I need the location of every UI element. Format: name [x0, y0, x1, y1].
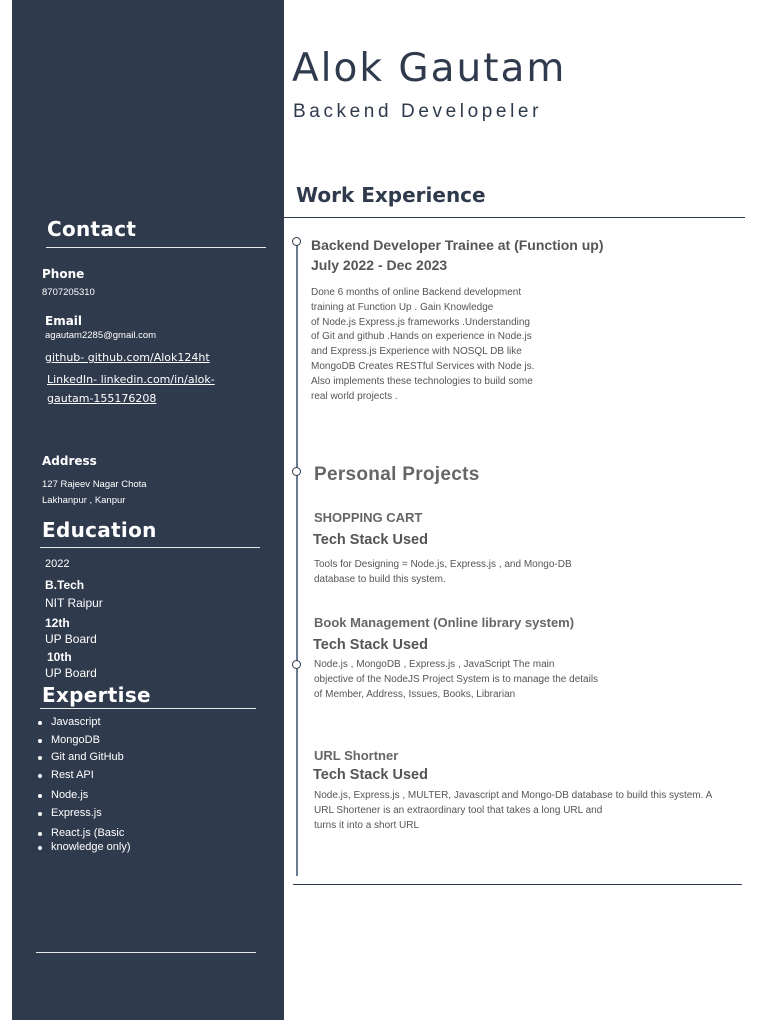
timeline-dot — [292, 237, 301, 246]
project-description-line: turns it into a short URL — [314, 819, 420, 831]
expertise-item: Javascript — [34, 716, 131, 730]
candidate-name: Alok Gautam — [292, 46, 567, 91]
project-description-line: Node.js, Express.js , MULTER, Javascript and Mongo-DB database to build this system. A — [314, 790, 713, 801]
work-experience-divider — [284, 217, 745, 218]
job-description-line: of Node.js Express.js frameworks .Understanding — [311, 316, 530, 328]
job-description-line: training at Function Up . Gain Knowledge — [311, 301, 494, 313]
job-title: Backend Developer Trainee at (Function up) — [311, 237, 604, 253]
expertise-heading: Expertise — [42, 683, 151, 707]
sidebar — [12, 0, 284, 1020]
education-12th: 12th — [45, 616, 70, 630]
email-value[interactable]: agautam2285@gmail.com — [45, 330, 157, 341]
job-description-line: real world projects . — [311, 390, 398, 402]
education-year: 2022 — [45, 558, 70, 570]
expertise-item: React.js (Basic — [34, 827, 131, 841]
tech-stack-label: Tech Stack Used — [313, 532, 428, 548]
project-description-line: Tools for Designing = Node.js, Express.js , and Mongo-DB — [314, 559, 572, 570]
expertise-item: Rest API — [34, 769, 131, 783]
job-description-line: and Express.js Experience with NOSQL DB like — [311, 346, 522, 358]
project-title: SHOPPING CART — [314, 510, 423, 525]
project-description-line: objective of the NodeJS Project System is to manage the details — [314, 673, 599, 685]
sidebar-bottom-divider — [36, 952, 256, 953]
job-description-line: Done 6 months of online Backend development — [311, 287, 522, 298]
timeline-line — [296, 242, 298, 876]
github-link[interactable]: github- github.com/Alok124ht — [45, 351, 210, 364]
education-divider — [40, 547, 260, 548]
expertise-item: Node.js — [34, 789, 131, 803]
timeline-dot — [292, 660, 301, 669]
expertise-item: Express.js — [34, 807, 131, 821]
timeline-dot — [292, 467, 301, 476]
project-description — [314, 558, 572, 588]
expertise-item-continued: knowledge only) — [34, 841, 131, 855]
project-description-line: database to build this system. — [314, 573, 446, 585]
education-10th-board: UP Board — [45, 666, 97, 680]
education-12th-board: UP Board — [45, 632, 97, 646]
project-description — [314, 658, 598, 702]
address-line-2: Lakhanpur , Kanpur — [42, 495, 126, 506]
project-description — [314, 789, 712, 833]
job-dates: July 2022 - Dec 2023 — [311, 257, 448, 273]
address-label: Address — [42, 454, 97, 468]
expertise-item: MongoDB — [34, 734, 131, 748]
education-degree: B.Tech — [45, 578, 85, 592]
work-experience-heading: Work Experience — [296, 183, 486, 207]
candidate-role: Backend Developeler — [293, 101, 543, 122]
expertise-list — [34, 716, 131, 858]
job-description-line: Also implements these technologies to build some — [311, 375, 533, 387]
linkedin-link-continued[interactable]: gautam-155176208 — [47, 392, 157, 405]
job-description-line: MongoDB Creates RESTful Services with Node js. — [311, 360, 535, 372]
phone-value: 8707205310 — [42, 287, 95, 298]
phone-label: Phone — [42, 267, 85, 281]
education-heading: Education — [42, 518, 157, 542]
address-line-1: 127 Rajeev Nagar Chota — [42, 479, 147, 490]
job-description-line: of Git and github .Hands on experience in Node.js — [311, 331, 532, 343]
contact-divider — [46, 247, 266, 248]
project-description-line: of Member, Address, Issues, Books, Librarian — [314, 688, 516, 700]
email-label: Email — [45, 314, 83, 328]
project-description-line: URL Shortener is an extraordinary tool that takes a long URL and — [314, 804, 603, 816]
project-title: Book Management (Online library system) — [314, 615, 575, 630]
expertise-item: Git and GitHub — [34, 751, 131, 765]
expertise-divider — [40, 708, 256, 709]
education-10th: 10th — [47, 650, 72, 664]
tech-stack-label: Tech Stack Used — [313, 637, 428, 653]
projects-bottom-divider — [293, 884, 742, 885]
project-description-line: Node.js , MongoDB , Express.js , JavaScript The main — [314, 659, 555, 670]
linkedin-link[interactable]: LinkedIn- linkedin.com/in/alok- — [47, 373, 215, 386]
personal-projects-heading: Personal Projects — [314, 464, 480, 485]
tech-stack-label: Tech Stack Used — [313, 767, 428, 783]
contact-heading: Contact — [47, 217, 137, 241]
education-institution: NIT Raipur — [45, 596, 103, 610]
project-title: URL Shortner — [314, 748, 399, 763]
job-description — [311, 286, 534, 404]
